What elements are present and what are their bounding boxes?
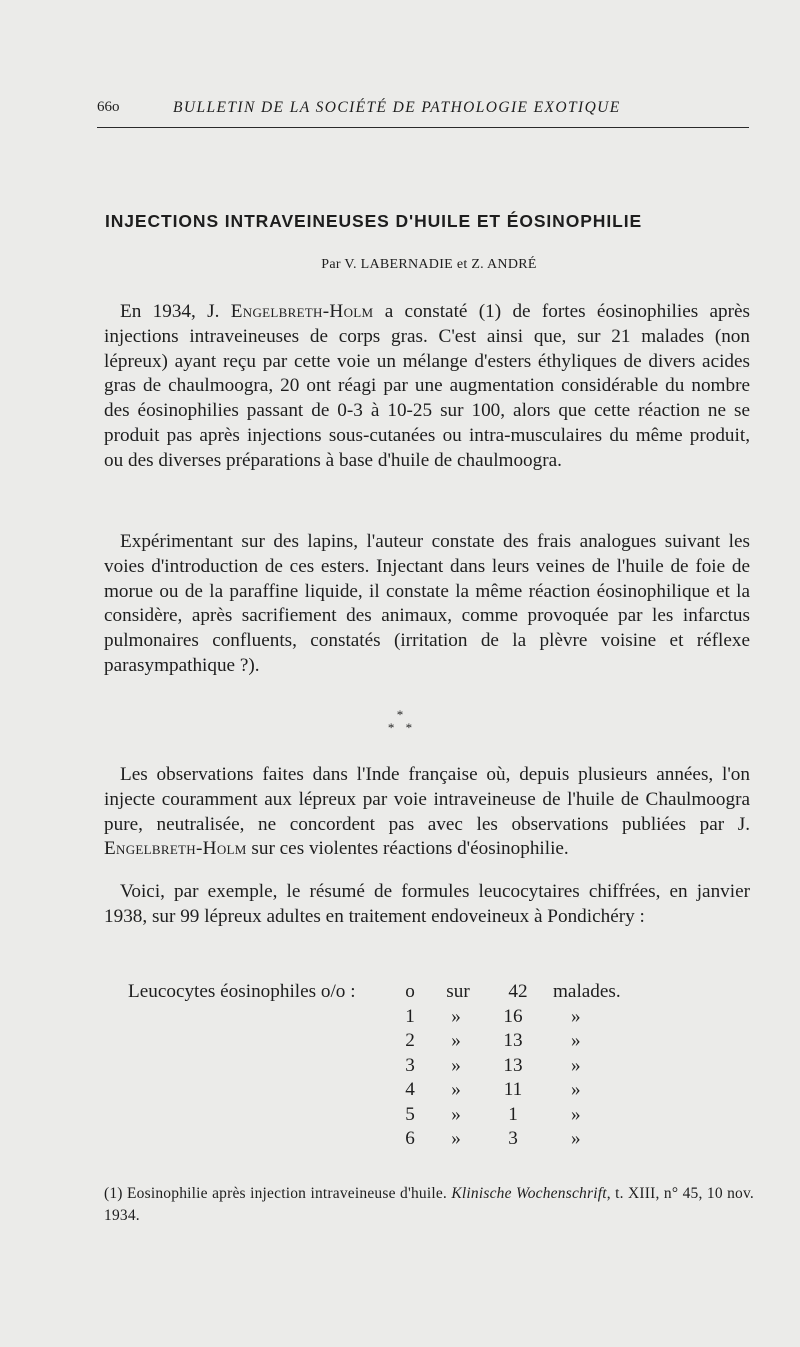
table-cell-count: 16 xyxy=(503,1005,523,1027)
table-cell-unit: » xyxy=(571,1128,581,1149)
table-cell-unit: » xyxy=(571,1005,581,1027)
paragraph-4 xyxy=(104,880,750,930)
table-cell-pct: 6 xyxy=(405,1128,415,1149)
table-cell-pct: 4 xyxy=(405,1079,415,1100)
separator-star-top: * xyxy=(396,707,404,722)
table-cell-pct: 5 xyxy=(405,1103,415,1125)
table-cell-sur: » xyxy=(451,1079,461,1100)
table-cell-pct: 3 xyxy=(405,1054,415,1076)
author-names: V. LABERNADIE et Z. ANDRÉ xyxy=(344,257,537,272)
p3-start: Les observations faites dans l'Inde française où, depuis plusieurs années, l'on injecte couramment aux lépreux par voie intraveineuse de l'huile de Chaulmoogra pure, neutralisée, ne concordent pas avec les observations publiées par J. xyxy=(104,764,750,835)
p3-rest: sur ces violentes réactions d'éosinophilie. xyxy=(246,838,569,860)
table-cell-sur: » xyxy=(451,1103,461,1125)
footnote-journal: Klinische Wochenschrift xyxy=(451,1185,607,1202)
table-cell-unit: » xyxy=(571,1030,581,1051)
article-title: INJECTIONS INTRAVEINEUSES D'HUILE ET ÉOSINOPHILIE xyxy=(105,211,643,231)
table-cell-count: 42 xyxy=(508,981,528,1002)
paragraph-1 xyxy=(104,300,750,474)
table-label: Leucocytes éosinophiles o/o : xyxy=(128,981,356,1002)
paragraph-2 xyxy=(104,530,750,679)
article-authors xyxy=(0,257,800,273)
paragraph-3 xyxy=(104,763,750,862)
table-cell-unit: » xyxy=(571,1079,581,1100)
table-cell-pct: o xyxy=(405,981,415,1002)
table-cell-count: 1 xyxy=(508,1103,518,1125)
author-name-small-caps: Engelbreth-Holm xyxy=(230,301,374,322)
p2-text: Expérimentant sur des lapins, l'auteur constate des frais analogues suivant les voies d'introduction de ces esters. Injectant dans leurs veines de l'huile de foie de morue ou de la paraffine liquide, il constate la même réaction éosinophilique et la considère, après sacrifiement des animaux, comme provoquée par les infarctus pulmonaires confluents, constatés (irritation de la plèvre voisine et réflexe parasympathique ?). xyxy=(104,531,750,676)
table-cell-sur: » xyxy=(451,1030,461,1051)
table-cell-count: 3 xyxy=(508,1128,518,1149)
p1-start: En 1934, J. xyxy=(120,301,231,322)
footnote-reference: , t. XIII, n° 45, 10 nov. 1934. xyxy=(104,1185,755,1224)
header-rule xyxy=(97,127,749,128)
author-name-small-caps-2: Engelbreth-Holm xyxy=(104,838,247,860)
journal-title: BULLETIN DE LA SOCIÉTÉ DE PATHOLOGIE EXOTIQUE xyxy=(173,99,621,116)
p1-rest: a constaté (1) de fortes éosinophilies après injections intraveineuses de corps gras. C'est ainsi que, sur 21 malades (non lépreux) ayant reçu par cette voie un mélange d'esters éthyliques de divers acides gras de chaulmoogra, 20 ont réagi par une augmentation considérable du nombre des éosinophilies passant de 0-3 à 10-25 sur 100, alors que cette réaction ne se produit pas après injections sous-cutanées ou intra-musculaires du même produit, ou des diverses préparations à base d'huile de chaulmoogra. xyxy=(104,301,750,471)
table-cell-sur: » xyxy=(451,1054,461,1076)
table-cell-unit: » xyxy=(571,1103,581,1125)
table-cell-pct: 2 xyxy=(405,1030,415,1051)
table-cell-count: 11 xyxy=(503,1079,523,1100)
section-separator xyxy=(0,708,800,734)
separator-stars-bottom: * * xyxy=(387,720,417,735)
table-cell-unit: malades. xyxy=(553,981,621,1002)
table-cell-unit: » xyxy=(571,1054,581,1076)
p4-text: Voici, par exemple, le résumé de formules leucocytaires chiffrées, en janvier 1938, sur 99 lépreux adultes en traitement endoveineux à Pondichéry : xyxy=(104,881,750,927)
table-cell-count: 13 xyxy=(503,1054,523,1076)
footnote-text: (1) Eosinophilie après injection intraveineuse d'huile. xyxy=(104,1185,452,1202)
table-cell-sur: sur xyxy=(446,981,470,1002)
footnote xyxy=(104,1183,754,1227)
table-cell-count: 13 xyxy=(503,1030,523,1051)
table-cell-pct: 1 xyxy=(405,1005,415,1027)
page-number: 66o xyxy=(97,99,120,115)
table-cell-sur: » xyxy=(451,1005,461,1027)
table-cell-sur: » xyxy=(451,1128,461,1149)
by-label: Par xyxy=(321,257,341,272)
